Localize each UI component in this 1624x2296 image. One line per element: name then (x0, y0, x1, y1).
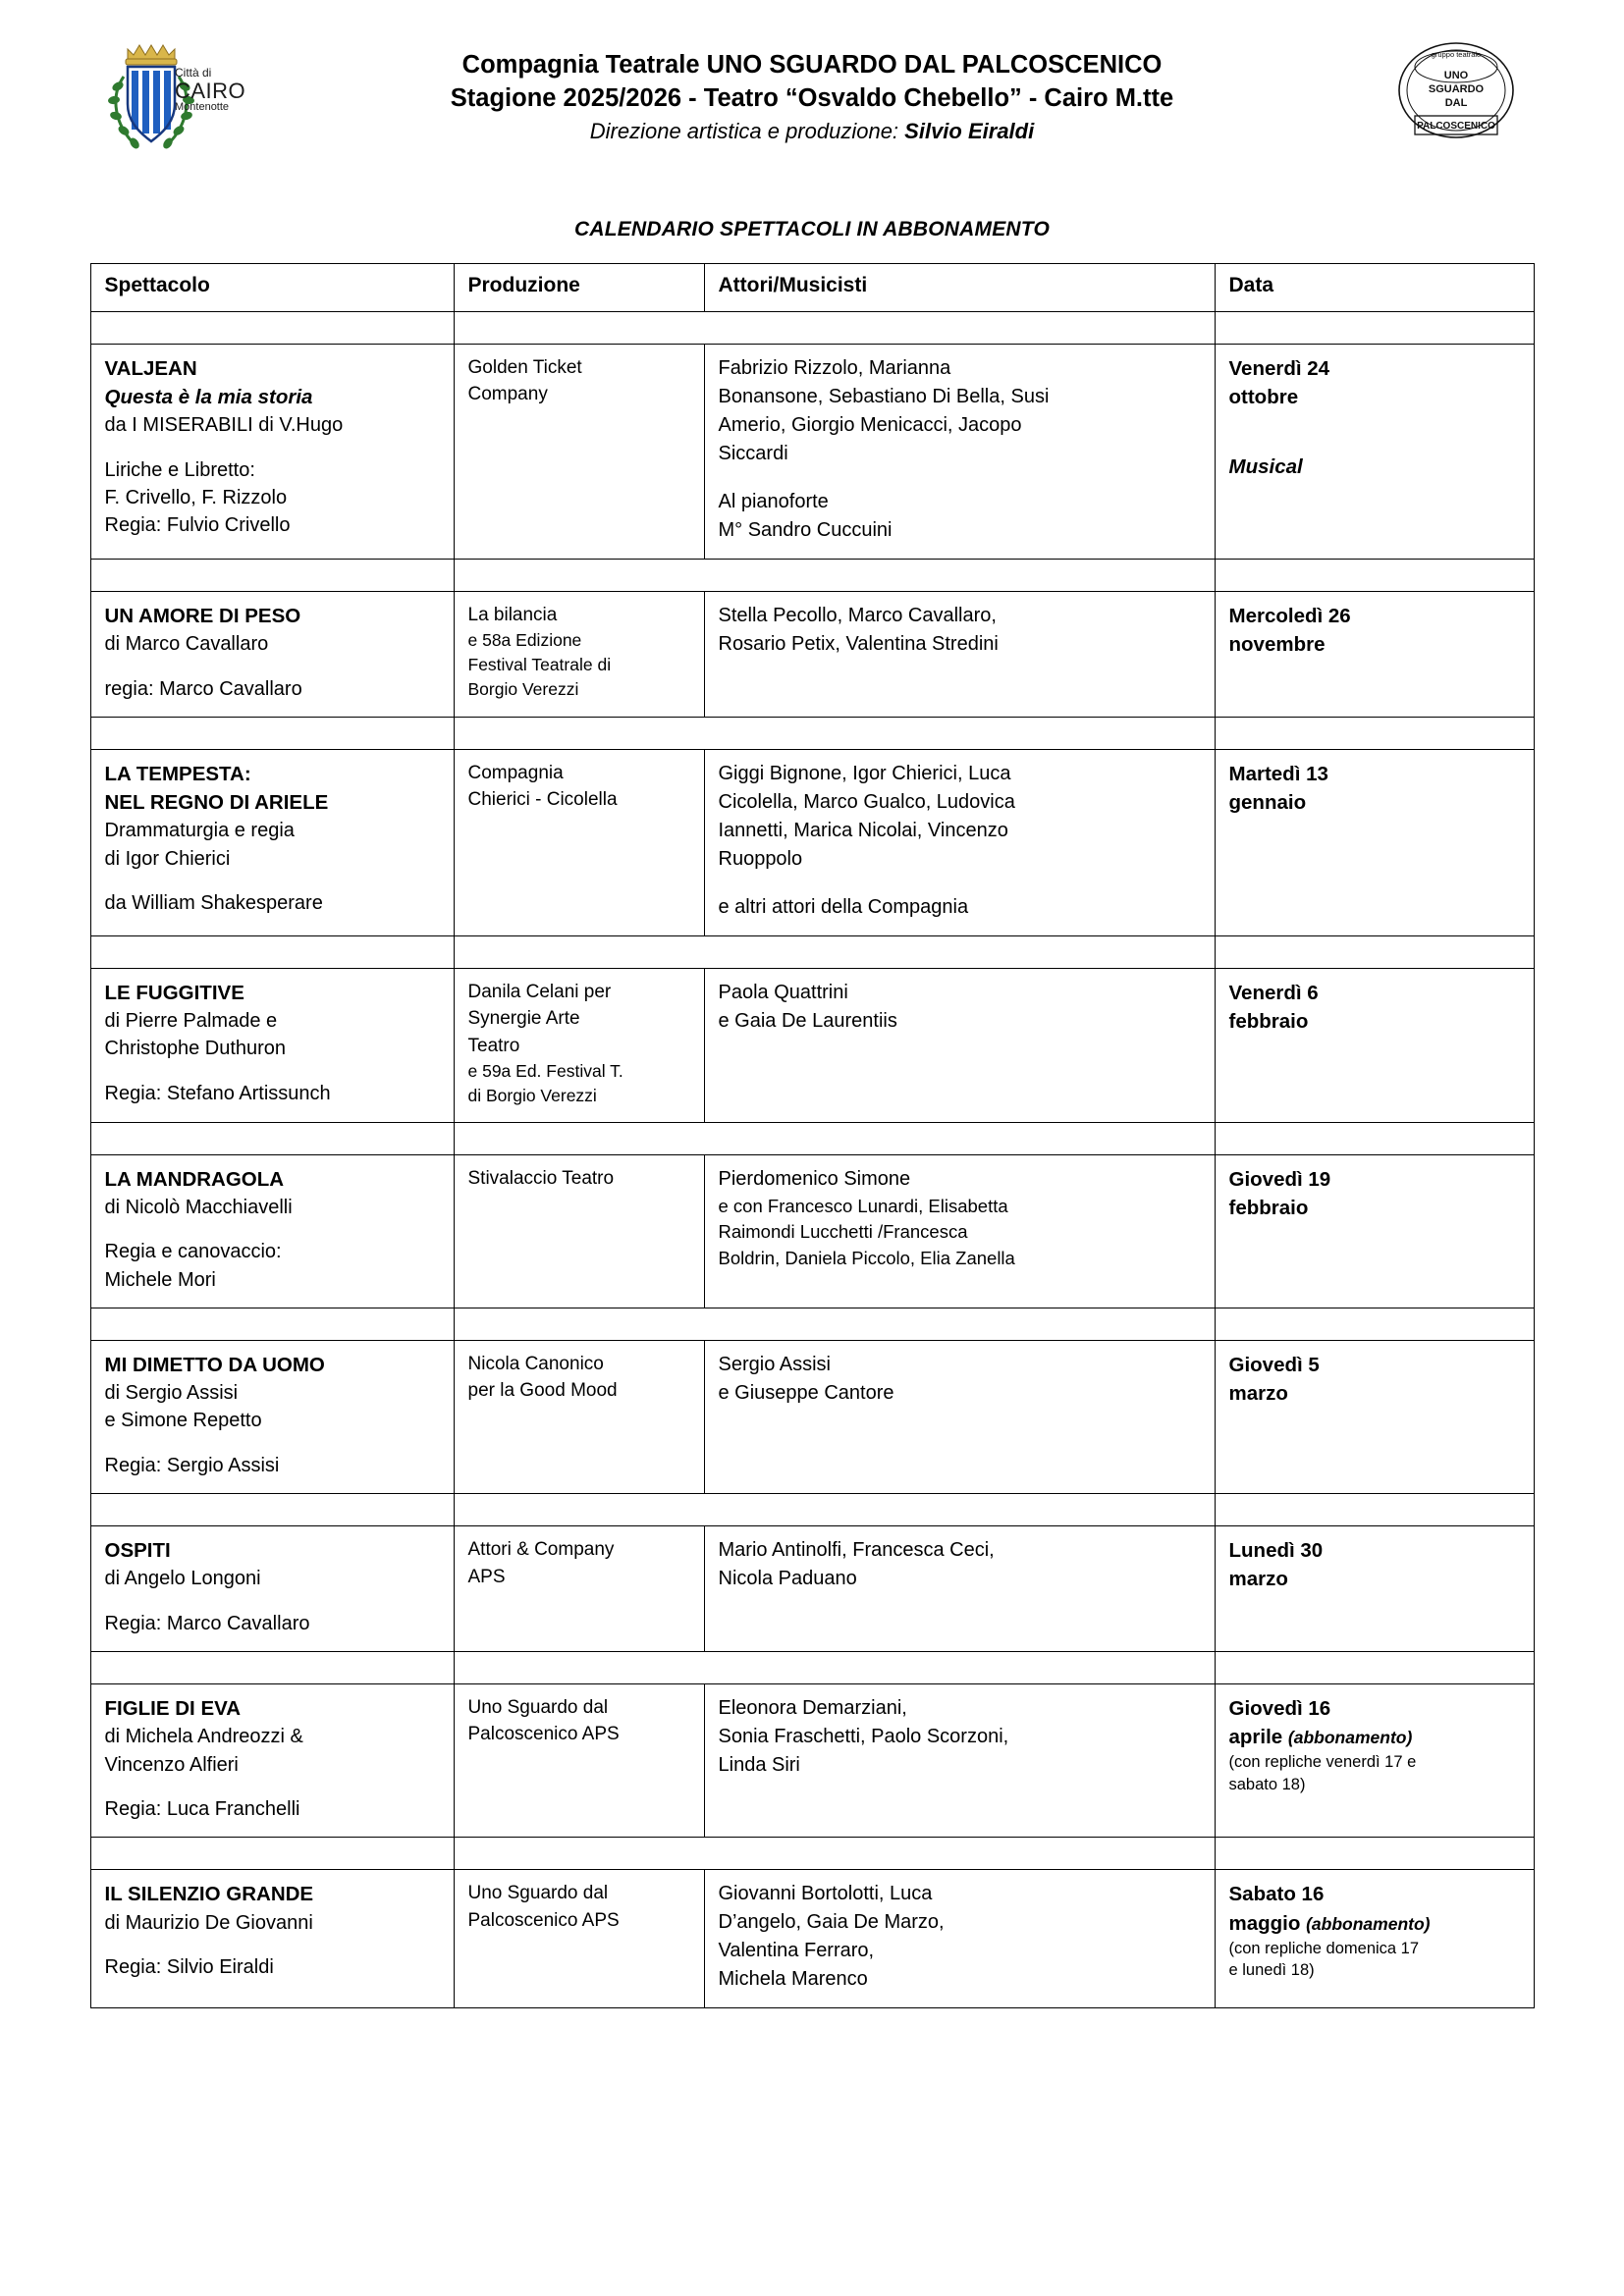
show-author: di Maurizio De Giovanni (104, 1911, 313, 1934)
column-header-spettacolo: Spettacolo (90, 264, 454, 312)
show-credit: Michele Mori (104, 1268, 216, 1291)
date-month: maggio (1228, 1911, 1301, 1935)
date-month: aprile (1228, 1726, 1283, 1749)
date-line: Sabato 16 (1228, 1883, 1325, 1906)
production-line: Nicola Canonico (467, 1353, 604, 1374)
show-subtitle-italic: Questa è la mia storia (104, 386, 313, 409)
cell-data (1215, 1684, 1534, 1838)
cast-line: Stella Pecollo, Marco Cavallaro, (718, 605, 997, 626)
cast-line: Paola Quattrini (718, 981, 848, 1003)
spacer-cell (454, 717, 704, 749)
row-spacer (90, 1652, 1534, 1684)
cell-attori (704, 345, 1215, 560)
company-logo-icon (1382, 31, 1530, 164)
cell-data (1215, 1154, 1534, 1308)
date-tag: (abbonamento) (1287, 1728, 1413, 1748)
show-title: LA TEMPESTA: (104, 762, 251, 785)
spacer-cell (704, 560, 1215, 592)
production-line: Company (467, 384, 548, 405)
spacer-cell (454, 1652, 704, 1684)
table-row (90, 1340, 1534, 1493)
cell-produzione (454, 1870, 704, 2008)
cast-line: Mario Antinolfi, Francesca Ceci, (718, 1539, 995, 1562)
cell-attori (704, 1154, 1215, 1308)
cell-attori (704, 1684, 1215, 1838)
date-line: novembre (1228, 633, 1326, 657)
cell-spettacolo (90, 1870, 454, 2008)
show-title-2: NEL REGNO DI ARIELE (104, 791, 329, 814)
cell-produzione (454, 345, 704, 560)
company-title: Compagnia Teatrale UNO SGUARDO DAL PALCOSCENICO (461, 51, 1163, 79)
artistic-direction (69, 115, 1555, 147)
column-header-data: Data (1215, 264, 1534, 312)
show-credit: Regia: Sergio Assisi (104, 1454, 280, 1476)
production-line: Palcoscenico APS (467, 1724, 620, 1745)
date-line: Venerdì 6 (1228, 981, 1319, 1004)
date-line: Giovedì 5 (1228, 1353, 1320, 1376)
cell-attori (704, 1526, 1215, 1652)
show-credit: regia: Marco Cavallaro (104, 677, 302, 700)
production-line: Stivalaccio Teatro (467, 1167, 615, 1189)
show-author: Christophe Duthuron (104, 1038, 287, 1060)
row-spacer (90, 1122, 1534, 1154)
spacer-cell (90, 717, 454, 749)
cast-line: e Gaia De Laurentiis (718, 1009, 897, 1032)
spacer-cell (704, 1652, 1215, 1684)
spacer-cell (1215, 1838, 1534, 1870)
spacer-cell (1215, 1122, 1534, 1154)
artistic-direction-label: Direzione artistica e produzione: (589, 119, 899, 144)
logo-line-3: DAL (1444, 97, 1468, 109)
spacer-cell (90, 1838, 454, 1870)
spacer-cell (90, 935, 454, 968)
show-author: di Sergio Assisi (104, 1382, 239, 1405)
show-author: Vincenzo Alfieri (104, 1753, 239, 1776)
show-author: di Nicolò Macchiavelli (104, 1196, 293, 1218)
cell-spettacolo (90, 592, 454, 718)
date-line-month (1229, 1723, 1522, 1751)
spacer-cell (704, 312, 1215, 345)
cast-line: e Giuseppe Cantore (718, 1381, 894, 1404)
cell-produzione (454, 968, 704, 1122)
table-row (90, 1154, 1534, 1308)
cell-produzione (454, 1154, 704, 1308)
cell-spettacolo (90, 1340, 454, 1493)
spacer-cell (454, 1838, 704, 1870)
cell-data (1215, 345, 1534, 560)
row-spacer (90, 1308, 1534, 1340)
spacer-cell (454, 1494, 704, 1526)
table-row (90, 592, 1534, 718)
calendar-table (90, 263, 1535, 2008)
production-line: di Borgio Verezzi (467, 1085, 597, 1105)
table-row (90, 1526, 1534, 1652)
table-row (90, 968, 1534, 1122)
show-credit: Regia e canovaccio: (104, 1241, 282, 1263)
date-line: marzo (1228, 1568, 1288, 1591)
production-line: Danila Celani per (467, 981, 612, 1002)
cast-line: Ruoppolo (718, 847, 803, 870)
production-line: APS (467, 1566, 506, 1587)
cast-note: e altri attori della Compagnia (718, 895, 969, 918)
logo-line-2: SGUARDO (1428, 83, 1485, 95)
cast-line: Nicola Paduano (718, 1568, 857, 1590)
date-line: gennaio (1228, 791, 1307, 814)
date-line: febbraio (1228, 1196, 1309, 1219)
date-line: marzo (1228, 1382, 1288, 1406)
production-line: Synergie Arte (467, 1008, 580, 1030)
show-title: LE FUGGITIVE (104, 981, 244, 1004)
cell-spettacolo (90, 1526, 454, 1652)
cast-line: Giovanni Bortolotti, Luca (718, 1883, 933, 1905)
cell-data (1215, 749, 1534, 935)
production-line: Attori & Company (467, 1539, 615, 1561)
show-credit: Drammaturgia e regia (104, 820, 295, 842)
cast-line: Boldrin, Daniela Piccolo, Elia Zanella (718, 1248, 1015, 1269)
date-note: (con repliche venerdì 17 e (1228, 1753, 1417, 1772)
spacer-cell (90, 1122, 454, 1154)
spacer-cell (90, 560, 454, 592)
production-line: Borgio Verezzi (467, 679, 579, 700)
production-line: Festival Teatrale di (467, 655, 612, 675)
cast-line: Cicolella, Marco Gualco, Ludovica (718, 790, 1015, 813)
cast-line: Raimondi Lucchetti /Francesca (718, 1221, 968, 1243)
cast-line: Bonansone, Sebastiano Di Bella, Susi (718, 386, 1050, 407)
cell-attori (704, 1340, 1215, 1493)
crest-text (175, 67, 245, 113)
production-line: Compagnia (467, 762, 564, 783)
cast-line: D’angelo, Gaia De Marzo, (718, 1911, 945, 1934)
spacer-cell (1215, 560, 1534, 592)
show-title: FIGLIE DI EVA (104, 1697, 242, 1721)
date-line: Venerdì 24 (1228, 357, 1330, 380)
row-spacer (90, 1838, 1534, 1870)
cast-line: Sergio Assisi (718, 1353, 831, 1375)
date-note: (con repliche domenica 17 (1228, 1939, 1420, 1957)
cast-line: e con Francesco Lunardi, Elisabetta (718, 1195, 1008, 1216)
cell-spettacolo (90, 345, 454, 560)
logo-line-1: UNO (1443, 70, 1469, 81)
spacer-cell (1215, 312, 1534, 345)
date-line: Lunedì 30 (1228, 1539, 1324, 1563)
cast-line: Valentina Ferraro, (718, 1940, 875, 1962)
cell-attori (704, 592, 1215, 718)
cell-produzione (454, 749, 704, 935)
spacer-cell (90, 312, 454, 345)
cast-line: Amerio, Giorgio Menicacci, Jacopo (718, 414, 1022, 436)
cast-line: Giggi Bignone, Igor Chierici, Luca (718, 762, 1011, 784)
row-spacer (90, 935, 1534, 968)
cell-produzione (454, 1684, 704, 1838)
production-line: Golden Ticket (467, 357, 582, 378)
show-credit: di Igor Chierici (104, 847, 231, 870)
spacer-cell (454, 312, 704, 345)
spacer-cell (1215, 1652, 1534, 1684)
cast-line: Sonia Fraschetti, Paolo Scorzoni, (718, 1726, 1009, 1748)
show-author: di Marco Cavallaro (104, 633, 269, 656)
spacer-cell (704, 1838, 1215, 1870)
production-line: La bilancia (467, 605, 558, 625)
show-author: e Simone Repetto (104, 1410, 262, 1432)
cast-line: Al pianoforte (718, 491, 829, 512)
season-title: Stagione 2025/2026 - Teatro “Osvaldo Chebello” - Cairo M.tte (450, 83, 1174, 112)
show-author: di Michela Andreozzi & (104, 1726, 303, 1748)
show-source: da William Shakesperare (104, 891, 323, 914)
show-title: LA MANDRAGOLA (104, 1167, 285, 1191)
date-tag: Musical (1228, 455, 1303, 479)
city-crest (98, 33, 245, 176)
spacer-cell (704, 717, 1215, 749)
crest-line-2: CAIRO (175, 78, 246, 103)
show-title: IL SILENZIO GRANDE (104, 1883, 314, 1906)
table-row (90, 749, 1534, 935)
cell-spettacolo (90, 749, 454, 935)
show-title: MI DIMETTO DA UOMO (104, 1353, 325, 1376)
date-note: sabato 18) (1228, 1775, 1306, 1793)
cell-produzione (454, 592, 704, 718)
row-spacer (90, 312, 1534, 345)
column-header-produzione: Produzione (454, 264, 704, 312)
cell-data (1215, 1340, 1534, 1493)
spacer-cell (454, 560, 704, 592)
cast-line: Iannetti, Marica Nicolai, Vincenzo (718, 819, 1008, 841)
cell-attori (704, 1870, 1215, 2008)
row-spacer (90, 1494, 1534, 1526)
cast-line: Rosario Petix, Valentina Stredini (718, 633, 999, 655)
spacer-cell (90, 1652, 454, 1684)
production-line: Uno Sguardo dal (467, 1697, 609, 1719)
cast-line: Michela Marenco (718, 1968, 868, 1991)
show-credit: Regia: Marco Cavallaro (104, 1612, 310, 1634)
spacer-cell (704, 1308, 1215, 1340)
column-header-attori: Attori/Musicisti (704, 264, 1215, 312)
spacer-cell (454, 935, 704, 968)
spacer-cell (704, 935, 1215, 968)
table-row (90, 1684, 1534, 1838)
spacer-cell (1215, 1308, 1534, 1340)
production-line: e 59a Ed. Festival T. (467, 1060, 623, 1081)
spacer-cell (90, 1494, 454, 1526)
spacer-cell (1215, 935, 1534, 968)
show-title: VALJEAN (104, 357, 197, 380)
production-line: Chierici - Cicolella (467, 789, 618, 811)
cell-spettacolo (90, 968, 454, 1122)
date-line: Giovedì 16 (1228, 1697, 1331, 1721)
date-line: ottobre (1228, 386, 1299, 409)
show-credit: F. Crivello, F. Rizzolo (104, 487, 288, 508)
cast-line: Pierdomenico Simone (718, 1167, 911, 1190)
production-line: per la Good Mood (467, 1380, 618, 1402)
date-line: Giovedì 19 (1228, 1167, 1331, 1191)
title-block (69, 27, 1555, 147)
show-credit: Regia: Luca Franchelli (104, 1798, 300, 1820)
cell-data (1215, 592, 1534, 718)
row-spacer (90, 717, 1534, 749)
show-title: OSPITI (104, 1539, 171, 1563)
spacer-cell (90, 1308, 454, 1340)
spacer-cell (1215, 1494, 1534, 1526)
row-spacer (90, 560, 1534, 592)
crest-line-3: Montenotte (175, 100, 230, 113)
spacer-cell (454, 1122, 704, 1154)
logo-line-0: gruppo teatrale (1431, 50, 1482, 59)
cell-data (1215, 1526, 1534, 1652)
logo-line-4: PALCOSCENICO (1417, 121, 1495, 132)
cell-data (1215, 1870, 1534, 2008)
date-note: e lunedì 18) (1228, 1960, 1315, 1979)
date-tag: (abbonamento) (1306, 1913, 1431, 1934)
date-line: Martedì 13 (1228, 762, 1328, 785)
cell-spettacolo (90, 1684, 454, 1838)
cell-produzione (454, 1526, 704, 1652)
document-header (69, 27, 1555, 204)
show-title: UN AMORE DI PESO (104, 605, 301, 627)
table-row (90, 1870, 1534, 2008)
spacer-cell (1215, 717, 1534, 749)
production-line: Palcoscenico APS (467, 1909, 620, 1931)
cell-attori (704, 749, 1215, 935)
artistic-direction-name: Silvio Eiraldi (904, 119, 1035, 144)
show-credit: Regia: Silvio Eiraldi (104, 1955, 274, 1978)
production-line: Teatro (467, 1035, 520, 1056)
company-logo (1382, 31, 1530, 164)
cell-data (1215, 968, 1534, 1122)
cell-attori (704, 968, 1215, 1122)
date-line: Mercoledì 26 (1228, 605, 1351, 627)
spacer-cell (454, 1308, 704, 1340)
show-source: da I MISERABILI di V.Hugo (104, 414, 344, 437)
show-author: di Angelo Longoni (104, 1568, 261, 1590)
cell-produzione (454, 1340, 704, 1493)
show-author: di Pierre Palmade e (104, 1010, 278, 1032)
spacer-cell (704, 1122, 1215, 1154)
table-header-row (90, 264, 1534, 312)
show-credit: Regia: Stefano Artissunch (104, 1082, 331, 1104)
cast-line: Siccardi (718, 443, 788, 464)
cast-line: Eleonora Demarziani, (718, 1697, 907, 1720)
cast-line: M° Sandro Cuccuini (718, 519, 893, 541)
cast-line: Linda Siri (718, 1754, 800, 1777)
crest-line-1: Città di (175, 66, 212, 80)
show-credit: Regia: Fulvio Crivello (104, 514, 291, 537)
cell-spettacolo (90, 1154, 454, 1308)
show-credit: Liriche e Libretto: (104, 458, 255, 481)
cast-line: Fabrizio Rizzolo, Marianna (718, 357, 951, 379)
date-line: febbraio (1228, 1010, 1309, 1033)
spacer-cell (704, 1494, 1215, 1526)
table-row (90, 345, 1534, 560)
production-line: e 58a Edizione (467, 630, 582, 651)
date-line-month (1229, 1909, 1522, 1938)
production-line: Uno Sguardo dal (467, 1883, 609, 1904)
page-subtitle: CALENDARIO SPETTACOLI IN ABBONAMENTO (574, 218, 1050, 240)
